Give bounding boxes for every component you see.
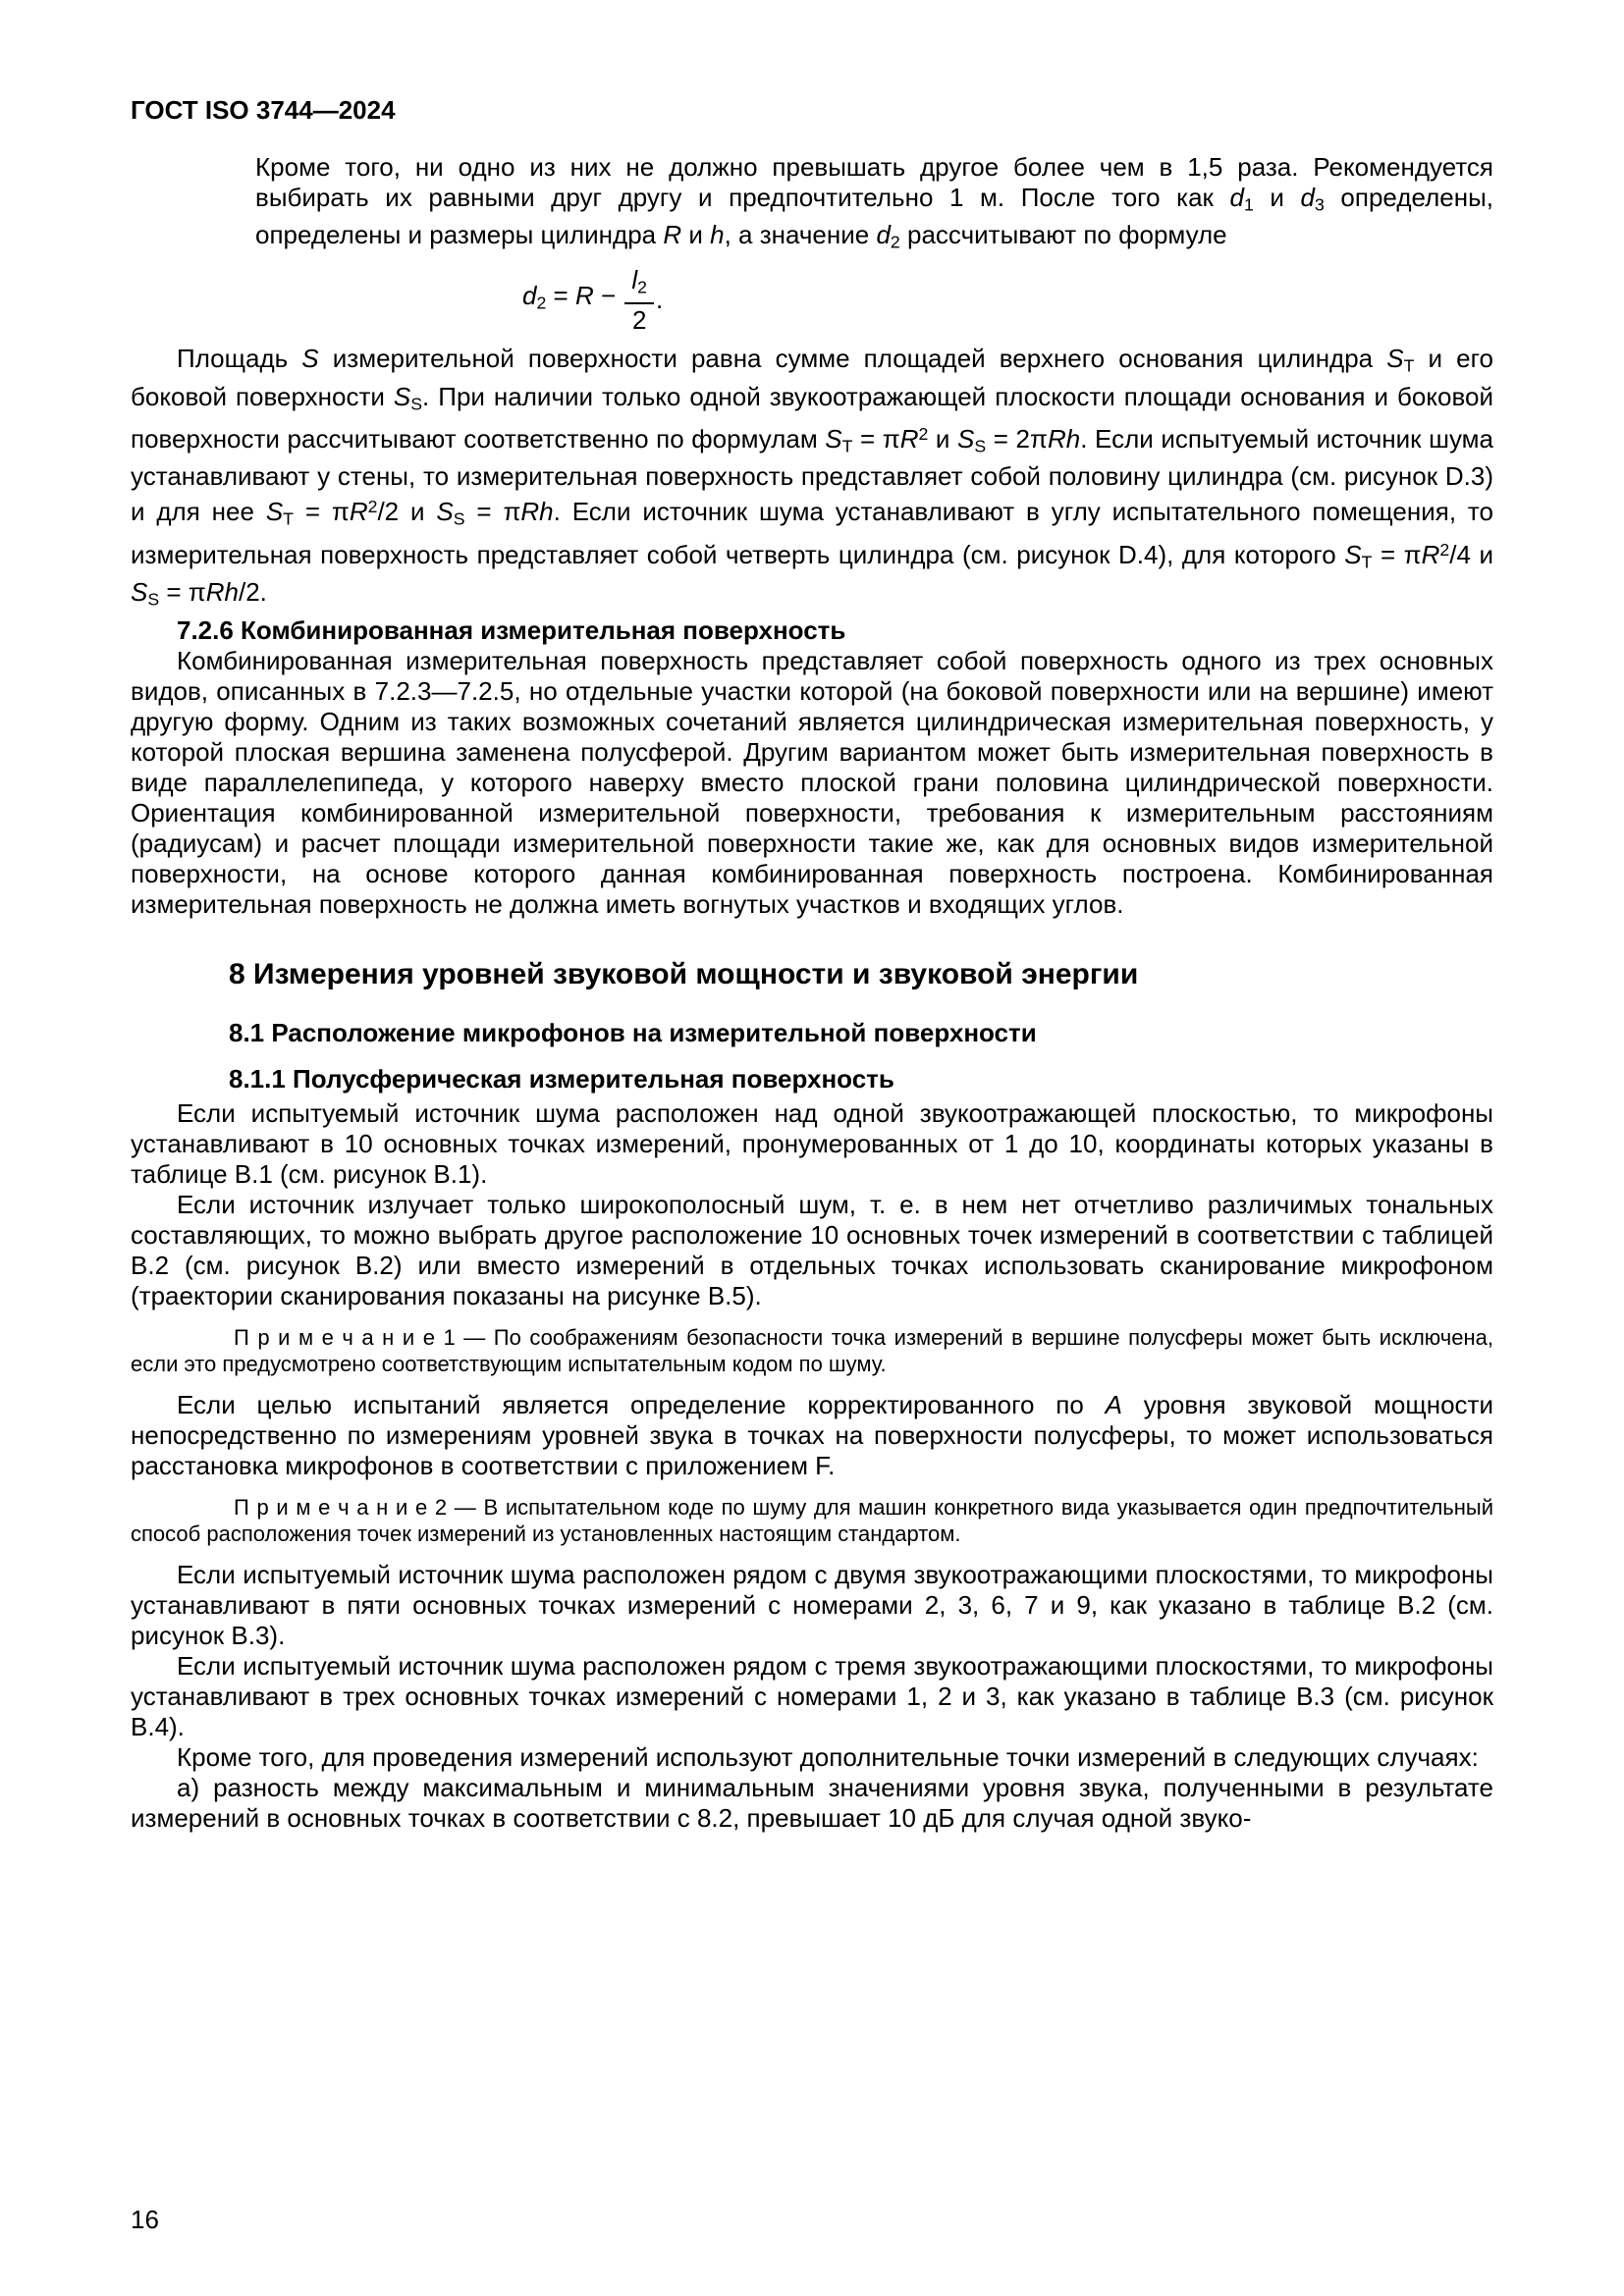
paragraph-three-planes: Если испытуемый источник шума расположен рядом с тремя звукоотражающими плоскостями, то микрофоны устанавливают в трех основных точках измерений с номерами 1, 2 и 3, как указано в таблице В.3 (см. рисунок В.4). bbox=[131, 1650, 1493, 1741]
page-footer bbox=[131, 2205, 1493, 2235]
formula-lhs: $d_2 = R$ − bbox=[522, 281, 623, 313]
paragraph-a-weighted: Если целью испытаний является определение корректированного по A уровня звуковой мощности непосредственно по измерениям уровней звука в точках на поверхности полусферы, то может использоваться расстановка микрофонов в соответствии с приложением F. bbox=[131, 1389, 1493, 1480]
paragraph-combined-surface: Комбинированная измерительная поверхность представляет собой поверхность одного из трех основных видов, описанных в 7.2.3—7.2.5, но отдельные участки которой (на боковой поверхности или на вершине) имеют другую форму. Одним из таких возможных сочетаний является цилиндрическая измерительная поверхность, у которой плоская вершина заменена полусферой. Другим вариантом может быть измерительная поверхность в виде параллелепипеда, у которого наверху вместо плоской грани половина цилиндрической поверхности. Ориентация комбинированной измерительной поверхности, требования к измерительным расстояниям (радиусам) и расчет площади измерительной поверхности такие же, как для основных видов измерительной поверхности, на основе которого данная комбинированная поверхность построена. Комбинированная измерительная поверхность не должна иметь вогнутых участков и входящих углов. bbox=[131, 645, 1493, 919]
paragraph-hemisphere-main: Если испытуемый источник шума расположен над одной звукоотражающей плоскостью, то микрофоны устанавливают в 10 основных точках измерений, пронумерованных от 1 до 10, координаты которых указаны в таблице В.1 (см. рисунок В.1). bbox=[131, 1097, 1493, 1189]
heading-8: 8 Измерения уровней звуковой мощности и звуковой энергии bbox=[229, 957, 1139, 990]
note-2: П р и м е ч а н и е 2 — В испытательном коде по шуму для машин конкретного вида указывается один предпочтительный способ расположения точек измерений из установленных настоящим стандартом. bbox=[131, 1494, 1493, 1546]
heading-8-1-1: 8.1.1 Полусферическая измерительная поверхность bbox=[229, 1063, 894, 1094]
paragraph-intro-continuation: Кроме того, ни одно из них не должно превышать другое более чем в 1,5 раза. Рекомендуется выбирать их равными друг другу и предпочтительно 1 м. После того как $d_1$ и $d_3$ определены, определены и размеры цилиндра R и h, а значение $d_2$ рассчитывают по формуле bbox=[255, 152, 1493, 252]
heading-7-2-6: 7.2.6 Комбинированная измерительная поверхность bbox=[177, 614, 846, 645]
heading-8-1: 8.1 Расположение микрофонов на измерительной поверхности bbox=[229, 1017, 1037, 1047]
paragraph-surface-area: Площадь S измерительной поверхности равна сумме площадей верхнего основания цилиндра $S_T$ и его боковой поверхности $S_S$. При наличии только одной звукоотражающей плоскости площади основания и боковой поверхности рассчитывают соответственно по формулам $S_T = \pi R^2$ и $S_S = 2\pi Rh$. Если испытуемый источник шума устанавливают у стены, то измерительная поверхность представляет собой половину цилиндра (см. рисунок D.3) и для нее $S_T = \pi R^2/2$ и $S_S = \pi Rh$. Если источник шума устанавливают в углу испытательного помещения, то измерительная поверхность представляет собой четверть цилиндра (см. рисунок D.4), для которого $S_T = \pi R^2/4$ и $S_S = \pi Rh/2$. bbox=[131, 344, 1493, 610]
formula-denominator: 2 bbox=[631, 305, 647, 336]
formula-fraction bbox=[624, 266, 654, 334]
formula-period: . bbox=[656, 285, 664, 315]
formula-d2 bbox=[522, 266, 663, 334]
note-1: П р и м е ч а н и е 1 — По соображениям безопасности точка измерений в вершине полусферы может быть исключена, если это предусмотрено соответствующим испытательным кодом по шуму. bbox=[131, 1324, 1493, 1376]
page-number: 16 bbox=[131, 2205, 159, 2234]
page-body bbox=[131, 152, 1493, 1834]
paragraph-item-a: а) разность между максимальным и минимальным значениями уровня звука, полученными в результате измерений в основных точках в соответствии с 8.2, превышает 10 дБ для случая одной звуко- bbox=[131, 1772, 1493, 1833]
formula-numerator: $l_2$ bbox=[624, 266, 654, 304]
running-header: ГОСТ ISO 3744—2024 bbox=[131, 95, 396, 125]
paragraph-broadband: Если источник излучает только широкополосный шум, т. е. в нем нет отчетливо различимых тональных составляющих, то можно выбрать другое расположение 10 основных точек измерений в соответствии с таблицей В.2 (см. рисунок В.2) или вместо измерений в отдельных точках использовать сканирование микрофоном (траектории сканирования показаны на рисунке В.5). bbox=[131, 1189, 1493, 1310]
paragraph-two-planes: Если испытуемый источник шума расположен рядом с двумя звукоотражающими плоскостями, то микрофоны устанавливают в пяти основных точках измерений с номерами 2, 3, 6, 7 и 9, как указано в таблице В.2 (см. рисунок В.3). bbox=[131, 1559, 1493, 1650]
paragraph-additional-points: Кроме того, для проведения измерений используют дополнительные точки измерений в следующих случаях: bbox=[177, 1741, 1479, 1772]
formula-d2-row bbox=[131, 266, 1493, 334]
